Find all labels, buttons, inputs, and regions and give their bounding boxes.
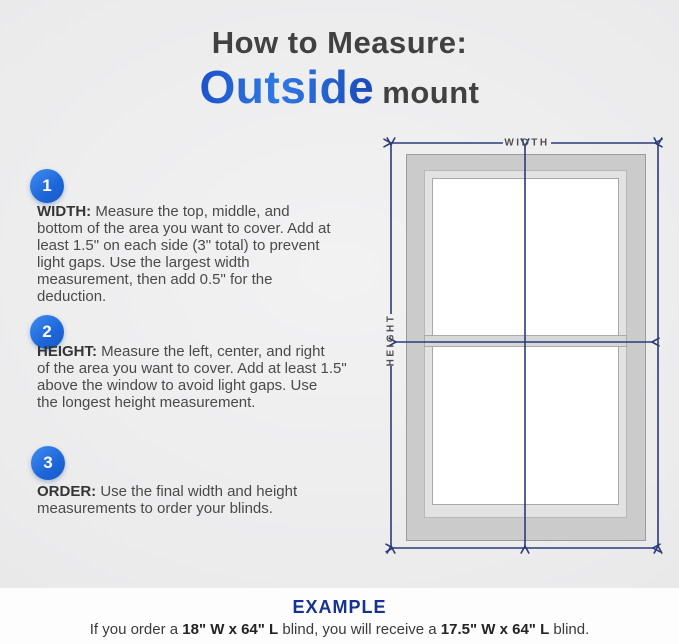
example-received-size: 17.5" W x 64" L — [440, 621, 550, 638]
step-2-label: HEIGHT: — [37, 343, 97, 360]
step-1-line: deduction. — [37, 288, 107, 305]
step-1-number: 1 — [42, 176, 52, 195]
step-3-number: 3 — [43, 453, 53, 472]
step-1-line: measurement, then add 0.5" for the — [37, 271, 273, 288]
example-mid: blind, you will receive a — [278, 621, 441, 638]
step-1-line-text: Measure the top, middle, and — [95, 203, 290, 220]
step-2-line: the longest height measurement. — [37, 394, 256, 411]
window-diagram-svg — [380, 130, 670, 560]
step-2-line-text: Measure the left, center, and right — [101, 343, 325, 360]
example-post: blind. — [549, 621, 590, 638]
width-arrow-label: WIDTH — [504, 137, 550, 149]
step-1-line: least 1.5" on each side (3" total) to prevent — [37, 237, 320, 254]
height-arrow-label: HEIGHT — [385, 313, 397, 367]
step-1-line: bottom of the area you want to cover. Add at — [37, 220, 331, 237]
step-3-line-text: Use the final width and height — [100, 483, 298, 500]
step-2-text — [37, 343, 387, 411]
example-sentence — [0, 621, 679, 638]
step-2-line — [37, 343, 387, 360]
step-1-line — [37, 203, 387, 220]
step-2-line: of the area you want to cover. Add at least 1.5" — [37, 360, 347, 377]
example-section — [0, 588, 679, 644]
step-3-line: measurements to order your blinds. — [37, 500, 273, 517]
title-suffix: mount — [382, 74, 480, 110]
step-2-number: 2 — [42, 322, 52, 341]
example-ordered-size: 18" W x 64" L — [182, 621, 279, 638]
step-3-label: ORDER: — [37, 483, 97, 500]
example-pre: If you order a — [89, 621, 183, 638]
step-2-line: above the window to avoid light gaps. Use — [37, 377, 318, 394]
step-1-label: WIDTH: — [37, 203, 92, 220]
step-3-text — [37, 483, 387, 517]
title-line1: How to Measure: — [211, 25, 468, 60]
title-highlight: Outside — [199, 60, 375, 113]
step-1-text — [37, 203, 387, 305]
step-1-line: light gaps. Use the largest width — [37, 254, 250, 271]
window-diagram — [380, 130, 670, 560]
step-1-badge — [30, 169, 64, 203]
page-title — [0, 26, 679, 113]
step-3-line — [37, 483, 387, 500]
step-3-badge — [31, 446, 65, 480]
title-line2 — [0, 62, 679, 114]
example-heading: EXAMPLE — [292, 597, 387, 617]
